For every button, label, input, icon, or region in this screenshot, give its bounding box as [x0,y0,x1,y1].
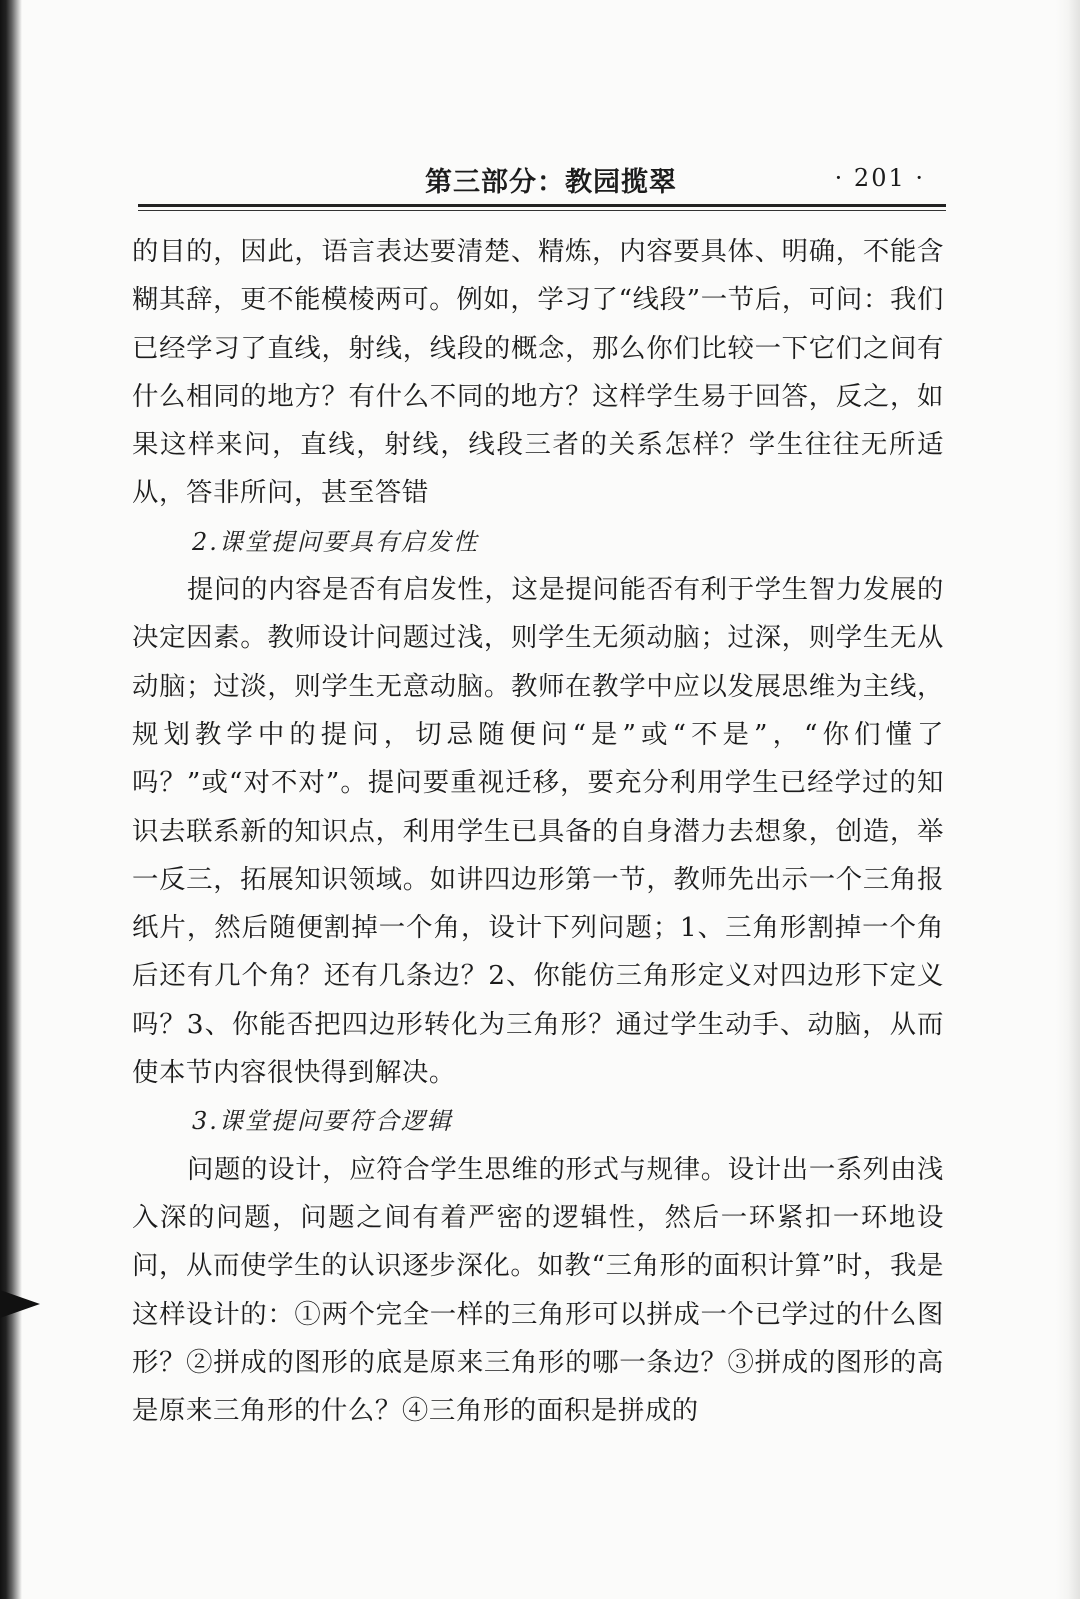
paragraph-heuristic: 提问的内容是否有启发性，这是提问能否有利于学生智力发展的决定因素。教师设计问题过浅，则学生无须动脑；过深，则学生无从动脑；过淡，则学生无意动脑。教师在教学中应以发展思维为主线，规划教学中的提问，切忌随便问“是”或“不是”，“你们懂了吗？”或“对不对”。提问要重视迁移，要充分利用学生已经学过的知识去联系新的知识点，利用学生已具备的自身潜力去想象，创造，举一反三，拓展知识领域。如讲四边形第一节，教师先出示一个三角报纸片，然后随便割掉一个角，设计下列问题；1、三角形割掉一个角后还有几个角？还有几条边？2、你能仿三角形定义对四边形下定义吗？3、你能否把四边形转化为三角形？通过学生动手、动脑，从而使本节内容很快得到解决。 [132,574,944,1089]
subheading-logic: 3.课堂提问要符合逻辑 [192,1107,453,1136]
subheading-heuristic: 2.课堂提问要具有启发性 [192,527,479,556]
section-title: 第三部分：教园揽翠 [425,167,677,198]
binding-mark [0,1290,40,1318]
paragraph-continued: 的目的，因此，语言表达要清楚、精炼，内容要具体、明确，不能含糊其辞，更不能模棱两可。例如，学习了“线段”一节后，可问：我们已经学习了直线，射线，线段的概念，那么你们比较一下它们之间有什么相同的地方？有什么不同的地方？这样学生易于回答，反之，如果这样来问，直线，射线，线段三者的关系怎样？学生往往无所适从，答非所问，甚至答错 [132,236,944,509]
paragraph-logic: 问题的设计，应符合学生思维的形式与规律。设计出一系列由浅入深的问题，问题之间有着严密的逻辑性，然后一环紧扣一环地设问，从而使学生的认识逐步深化。如教“三角形的面积计算”时，我是这样设计的：①两个完全一样的三角形可以拼成一个已学过的什么图形？②拼成的图形的底是原来三角形的哪一条边？③拼成的图形的高是原来三角形的什么？④三角形的面积是拼成的 [132,1153,944,1427]
page-number: · 201 · [834,164,925,192]
body-text [132,228,944,1435]
scan-shadow-left [0,0,22,1599]
scan-shadow-right [1056,0,1080,1599]
header-rule-thin [138,210,946,211]
header-rule-thick [138,204,946,207]
running-header [140,158,945,202]
